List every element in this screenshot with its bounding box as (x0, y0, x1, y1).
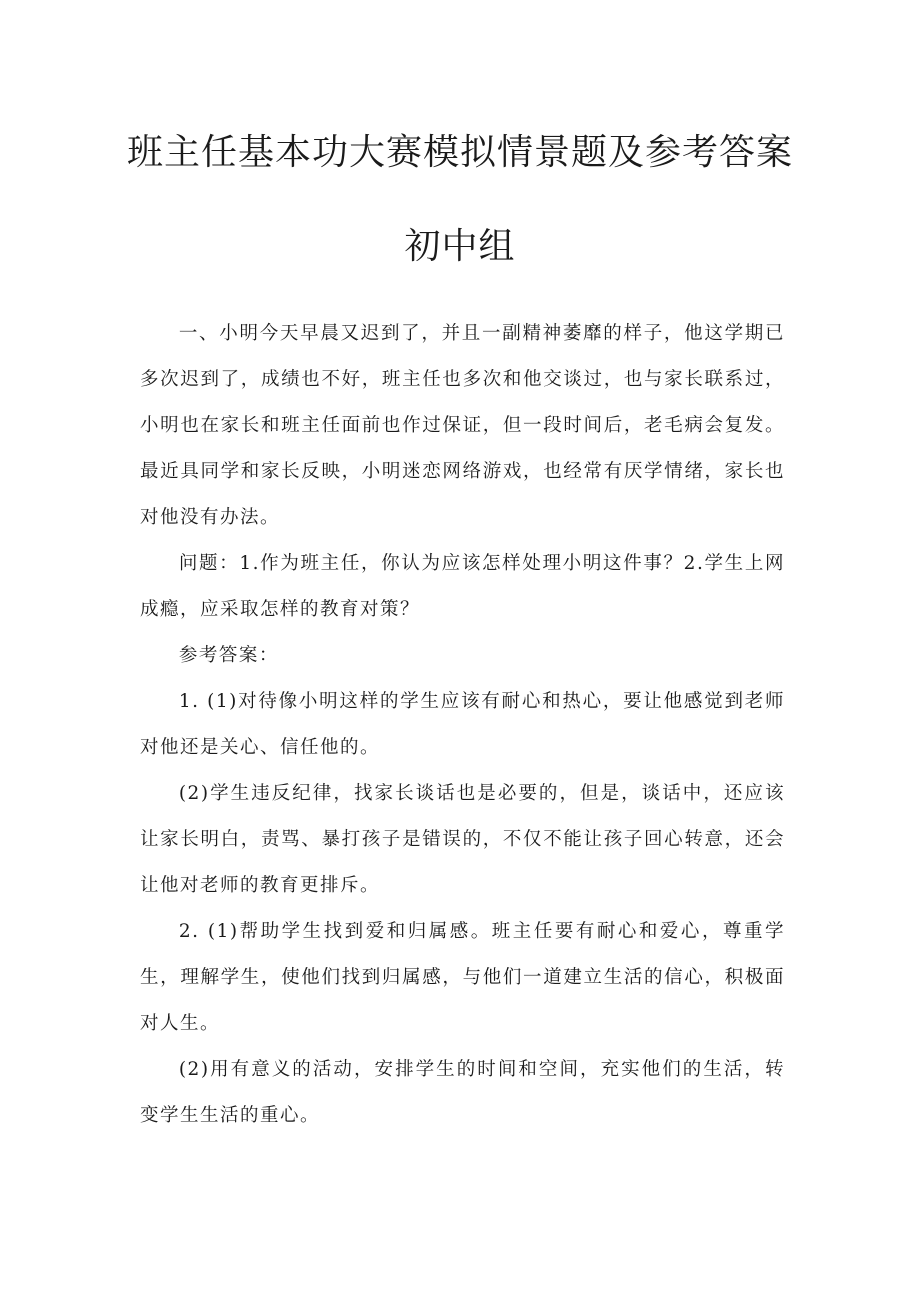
answer-2-1: 2. (1)帮助学生找到爱和归属感。班主任要有耐心和爱心，尊重学生，理解学生，使他们找到归属感，与他们一道建立生活的信心，积极面对人生。 (140, 921, 785, 1034)
answer-1-2: (2)学生违反纪律，找家长谈话也是必要的，但是，谈话中，还应该让家长明白，责骂、暴打孩子是错误的，不仅不能让孩子回心转意，还会让他对老师的教育更排斥。 (140, 783, 785, 896)
document-subtitle: 初中组 (404, 226, 516, 267)
answer-1-1: 1. (1)对待像小明这样的学生应该有耐心和热心，要让他感觉到老师对他还是关心、信任他的。 (140, 691, 785, 758)
scenario-paragraph: 一、小明今天早晨又迟到了，并且一副精神萎靡的样子，他这学期已多次迟到了，成绩也不好，班主任也多次和他交谈过，也与家长联系过，小明也在家长和班主任面前也作过保证，但一段时间后，老毛病会复发。最近具同学和家长反映，小明迷恋网络游戏，也经常有厌学情绪，家长也对他没有办法。 (140, 323, 785, 528)
answer-heading: 参考答案： (178, 645, 279, 666)
document-title: 班主任基本功大赛模拟情景题及参考答案 (126, 132, 793, 173)
question-paragraph: 问题：1.作为班主任，你认为应该怎样处理小明这件事？2.学生上网成瘾，应采取怎样的教育对策？ (140, 553, 785, 620)
document-body (140, 311, 785, 1139)
answer-2-2: (2)用有意义的活动，安排学生的时间和空间，充实他们的生活，转变学生生活的重心。 (140, 1059, 785, 1126)
